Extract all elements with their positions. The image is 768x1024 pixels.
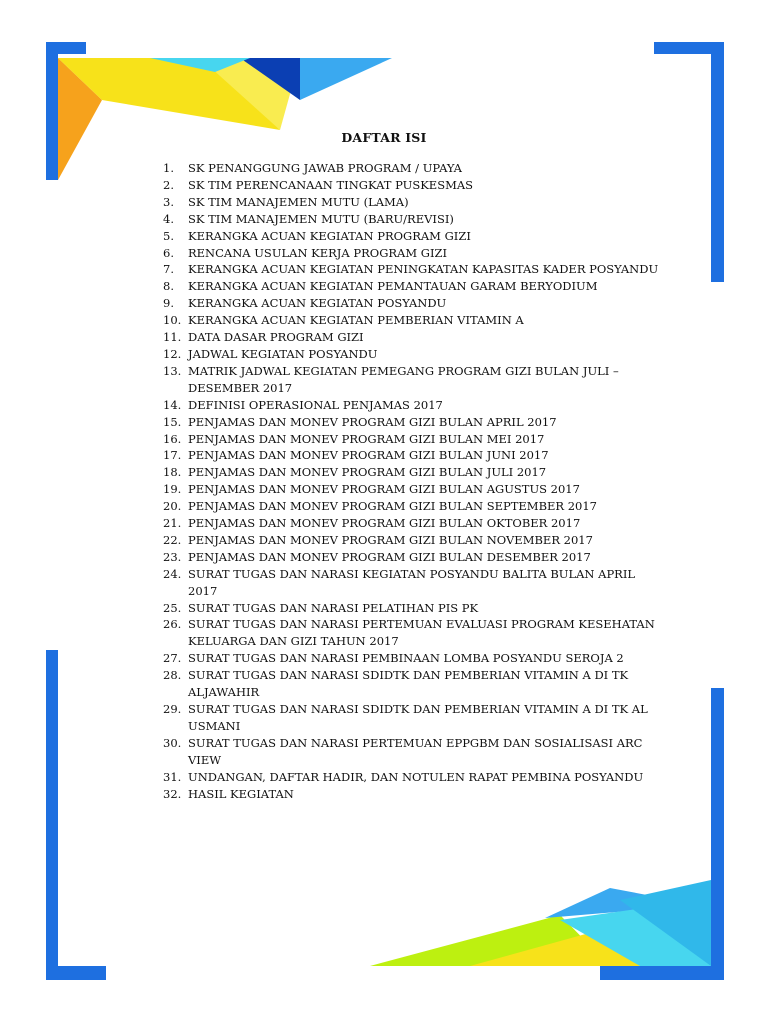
list-item [163, 498, 663, 515]
list-item-text: PENJAMAS DAN MONEV PROGRAM GIZI BULAN OKTOBER 2017 [188, 516, 581, 531]
list-item [163, 346, 663, 363]
list-item-text: PENJAMAS DAN MONEV PROGRAM GIZI BULAN MEI 2017 [188, 431, 545, 446]
list-item-number: 23. [163, 549, 182, 564]
list-item-text: SURAT TUGAS DAN NARASI SDIDTK DAN PEMBERIAN VITAMIN A DI TK ALJAWAHIR [188, 668, 629, 700]
list-item-number: 4. [163, 211, 174, 226]
list-item-number: 22. [163, 532, 182, 547]
page-title: DAFTAR ISI [341, 130, 427, 145]
list-item-text: SK TIM MANAJEMEN MUTU (LAMA) [188, 194, 409, 209]
list-item [163, 261, 663, 278]
list-item [163, 566, 663, 600]
list-item [163, 177, 663, 194]
list-item-number: 10. [163, 313, 182, 328]
list-item [163, 363, 663, 397]
list-item-number: 27. [163, 651, 182, 666]
list-item-number: 2. [163, 177, 174, 192]
list-item-number: 19. [163, 482, 182, 497]
list-item-text: PENJAMAS DAN MONEV PROGRAM GIZI BULAN SEPTEMBER 2017 [188, 499, 597, 514]
list-item [163, 515, 663, 532]
list-item-text: SK TIM MANAJEMEN MUTU (BARU/REVISI) [188, 211, 454, 226]
list-item [163, 245, 663, 262]
list-item-text: MATRIK JADWAL KEGIATAN PEMEGANG PROGRAM GIZI BULAN JULI – DESEMBER 2017 [188, 363, 619, 395]
list-item-number: 8. [163, 279, 174, 294]
list-item-number: 30. [163, 735, 182, 750]
list-item-text: PENJAMAS DAN MONEV PROGRAM GIZI BULAN JULI 2017 [188, 465, 547, 480]
list-item-number: 25. [163, 600, 182, 615]
list-item-text: SURAT TUGAS DAN NARASI PERTEMUAN EVALUASI PROGRAM KESEHATAN KELUARGA DAN GIZI TAHUN 2017 [188, 617, 655, 649]
list-item [163, 414, 663, 431]
list-item [163, 431, 663, 448]
list-item-text: KERANGKA ACUAN KEGIATAN PENINGKATAN KAPASITAS KADER POSYANDU [188, 262, 659, 277]
list-item-number: 31. [163, 769, 182, 784]
list-item-text: PENJAMAS DAN MONEV PROGRAM GIZI BULAN NOVEMBER 2017 [188, 532, 593, 547]
list-item-number: 21. [163, 516, 182, 531]
list-item [163, 329, 663, 346]
list-item-text: PENJAMAS DAN MONEV PROGRAM GIZI BULAN JUNI 2017 [188, 448, 549, 463]
table-of-contents-list [163, 160, 663, 802]
list-item-number: 17. [163, 448, 182, 463]
list-item-text: KERANGKA ACUAN KEGIATAN PEMANTAUAN GARAM BERYODIUM [188, 279, 598, 294]
list-item-text: KERANGKA ACUAN KEGIATAN PEMBERIAN VITAMIN A [188, 313, 524, 328]
list-item [163, 228, 663, 245]
list-item-text: SURAT TUGAS DAN NARASI KEGIATAN POSYANDU BALITA BULAN APRIL 2017 [188, 566, 636, 598]
list-item-number: 13. [163, 363, 182, 378]
list-item [163, 278, 663, 295]
list-item-number: 12. [163, 346, 182, 361]
list-item-text: DATA DASAR PROGRAM GIZI [188, 330, 364, 345]
list-item [163, 532, 663, 549]
list-item [163, 481, 663, 498]
list-item-text: SK TIM PERENCANAAN TINGKAT PUSKESMAS [188, 177, 474, 192]
list-item-text: JADWAL KEGIATAN POSYANDU [188, 346, 378, 361]
list-item-text: SURAT TUGAS DAN NARASI PERTEMUAN EPPGBM DAN SOSIALISASI ARC VIEW [188, 735, 643, 767]
list-item-text: SURAT TUGAS DAN NARASI PELATIHAN PIS PK [188, 600, 479, 615]
list-item [163, 464, 663, 481]
list-item [163, 650, 663, 667]
list-item-text: SK PENANGGUNG JAWAB PROGRAM / UPAYA [188, 161, 462, 175]
list-item-number: 29. [163, 702, 182, 716]
list-item-number: 24. [163, 566, 182, 581]
list-item [163, 735, 663, 769]
list-item [163, 667, 663, 701]
list-item-text: HASIL KEGIATAN [188, 786, 294, 801]
list-item-number: 14. [163, 397, 182, 412]
list-item-number: 9. [163, 296, 174, 311]
list-item-number: 28. [163, 668, 182, 683]
list-item-text: PENJAMAS DAN MONEV PROGRAM GIZI BULAN AGUSTUS 2017 [188, 482, 580, 497]
list-item [163, 701, 663, 735]
list-item [163, 211, 663, 228]
list-item-number: 15. [163, 414, 182, 429]
list-item-text: KERANGKA ACUAN KEGIATAN POSYANDU [188, 296, 447, 311]
list-item-number: 32. [163, 786, 182, 801]
list-item-text: KERANGKA ACUAN KEGIATAN PROGRAM GIZI [188, 228, 471, 243]
list-item-text: SURAT TUGAS DAN NARASI PEMBINAAN LOMBA POSYANDU SEROJA 2 [188, 651, 624, 666]
list-item [163, 194, 663, 211]
list-item [163, 786, 663, 803]
list-item-number: 26. [163, 617, 182, 632]
list-item [163, 549, 663, 566]
list-item [163, 397, 663, 414]
list-item-text: PENJAMAS DAN MONEV PROGRAM GIZI BULAN APRIL 2017 [188, 414, 557, 429]
list-item-number: 6. [163, 245, 174, 260]
list-item-number: 16. [163, 431, 182, 446]
list-item [163, 447, 663, 464]
list-item [163, 769, 663, 786]
list-item-text: DEFINISI OPERASIONAL PENJAMAS 2017 [188, 397, 443, 412]
list-item-number: 7. [163, 262, 174, 277]
list-item [163, 616, 663, 650]
list-item-number: 3. [163, 194, 174, 209]
list-item-number: 11. [163, 330, 182, 345]
list-item-text: UNDANGAN, DAFTAR HADIR, DAN NOTULEN RAPAT PEMBINA POSYANDU [188, 769, 644, 784]
list-item [163, 160, 663, 177]
list-item-number: 1. [163, 161, 174, 175]
list-item-number: 18. [163, 465, 182, 480]
list-item-number: 5. [163, 228, 174, 243]
list-item-text: PENJAMAS DAN MONEV PROGRAM GIZI BULAN DESEMBER 2017 [188, 549, 591, 564]
list-item [163, 312, 663, 329]
list-item-text: SURAT TUGAS DAN NARASI SDIDTK DAN PEMBERIAN VITAMIN A DI TK AL USMANI [188, 702, 648, 733]
list-item [163, 295, 663, 312]
list-item-text: RENCANA USULAN KERJA PROGRAM GIZI [188, 245, 448, 260]
list-item [163, 600, 663, 617]
list-item-number: 20. [163, 499, 182, 514]
